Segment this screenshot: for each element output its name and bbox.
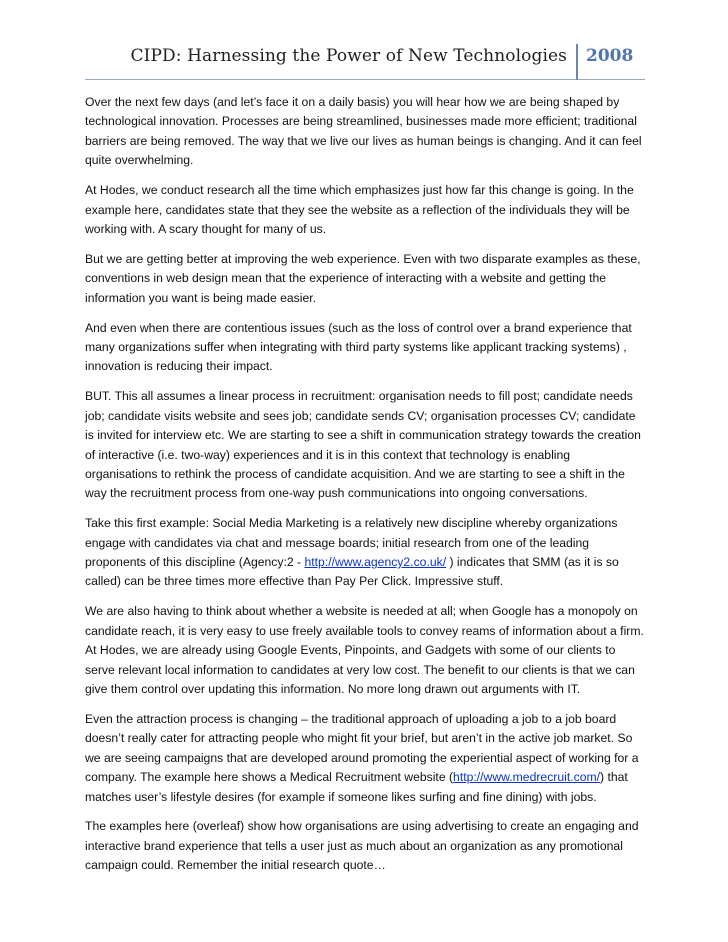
paragraph-examples-overleaf — [85, 817, 645, 875]
paragraph-contentious-issues — [85, 319, 645, 377]
header-rule — [85, 79, 645, 80]
paragraph-text: Take this first example: Social Media Marketing is a relatively new discipline whereby organizations engage with candidates via chat and message boards; initial research from one of the leading proponents of this discipline (Agency:2 - — [85, 516, 618, 570]
paragraph-intro — [85, 93, 645, 171]
paragraph-text: BUT. This all assumes a linear process in recruitment: organisation needs to fill post; candidate needs job; candidate visits website and sees job; candidate sends CV; organisation processes CV; candidate is invited for interview etc. We are starting to see a shift in communication strategy towards the creation of interactive (i.e. two-way) experiences and it is in this context that technology is enabling organisations to rethink the process of candidate acquisition. And we are starting to see a shift in the way the recruitment process from one-way push communications into ongoing conversations. — [85, 389, 641, 501]
paragraph-text: Over the next few days (and let’s face it on a daily basis) you will hear how we are being shaped by technological innovation. Processes are being streamlined, businesses made more efficient; traditional barriers are being removed. The way that we live our lives as human beings is changing. And it can feel quite overwhelming. — [85, 95, 642, 168]
header-title: CIPD: Harnessing the Power of New Technologies — [130, 46, 567, 66]
paragraph-text: And even when there are contentious issues (such as the loss of control over a brand experience that many organizations suffer when integrating with third party systems like applicant tracking systems) , innovation is reducing their impact. — [85, 320, 632, 374]
paragraph-text: ) that matches user’s lifestyle desires (for example if someone likes surfing and fine dining) with jobs. — [85, 770, 628, 804]
medrecruit-link[interactable]: http://www.medrecruit.com/ — [453, 770, 601, 785]
paragraph-text: We are also having to think about whether a website is needed at all; when Google has a monopoly on candidate reach, it is very easy to use freely available tools to convey reams of information about a firm. At Hodes, we are already using Google Events, Pinpoints, and Gadgets with some of our clients to serve relevant local information to candidates at very low cost. The benefit to our clients is that we can give them control over updating this information. No more long drawn out arguments with IT. — [85, 604, 644, 696]
paragraph-attraction-process — [85, 710, 645, 807]
paragraph-text: The examples here (overleaf) show how organisations are using advertising to create an engaging and interactive brand experience that tells a user just as much about an organization as any promotional campaign could. Remember the initial research quote… — [85, 819, 639, 873]
paragraph-text: But we are getting better at improving the web experience. Even with two disparate examples as these, conventions in web design mean that the experience of interacting with a website and getting the information you want is being made easier. — [85, 251, 641, 305]
paragraph-hodes-research — [85, 181, 645, 239]
agency2-link[interactable]: http://www.agency2.co.uk/ — [304, 555, 447, 570]
paragraph-web-experience — [85, 250, 645, 308]
header-divider — [576, 44, 578, 80]
page-header — [85, 44, 645, 82]
document-body — [85, 93, 645, 886]
paragraph-text: ) indicates that SMM (as it is so called) can be three times more effective than Pay Per Click. Impressive stuff. — [85, 555, 619, 589]
paragraph-social-media-marketing — [85, 514, 645, 592]
paragraph-google-tools — [85, 602, 645, 699]
paragraph-text: At Hodes, we conduct research all the time which emphasizes just how far this change is going. In the example here, candidates state that they see the website as a reflection of the individuals they will be working with. A scary thought for many of us. — [85, 183, 634, 236]
paragraph-linear-process — [85, 387, 645, 503]
header-year: 2008 — [586, 46, 634, 66]
paragraph-text: Even the attraction process is changing – the traditional approach of uploading a job to a job board doesn’t really cater for attracting people who might fit your brief, but aren’t in the active job market. So we are seeing campaigns that are developed around promoting the experiential aspect of working for a company. The example here shows a Medical Recruitment website ( — [85, 711, 639, 785]
